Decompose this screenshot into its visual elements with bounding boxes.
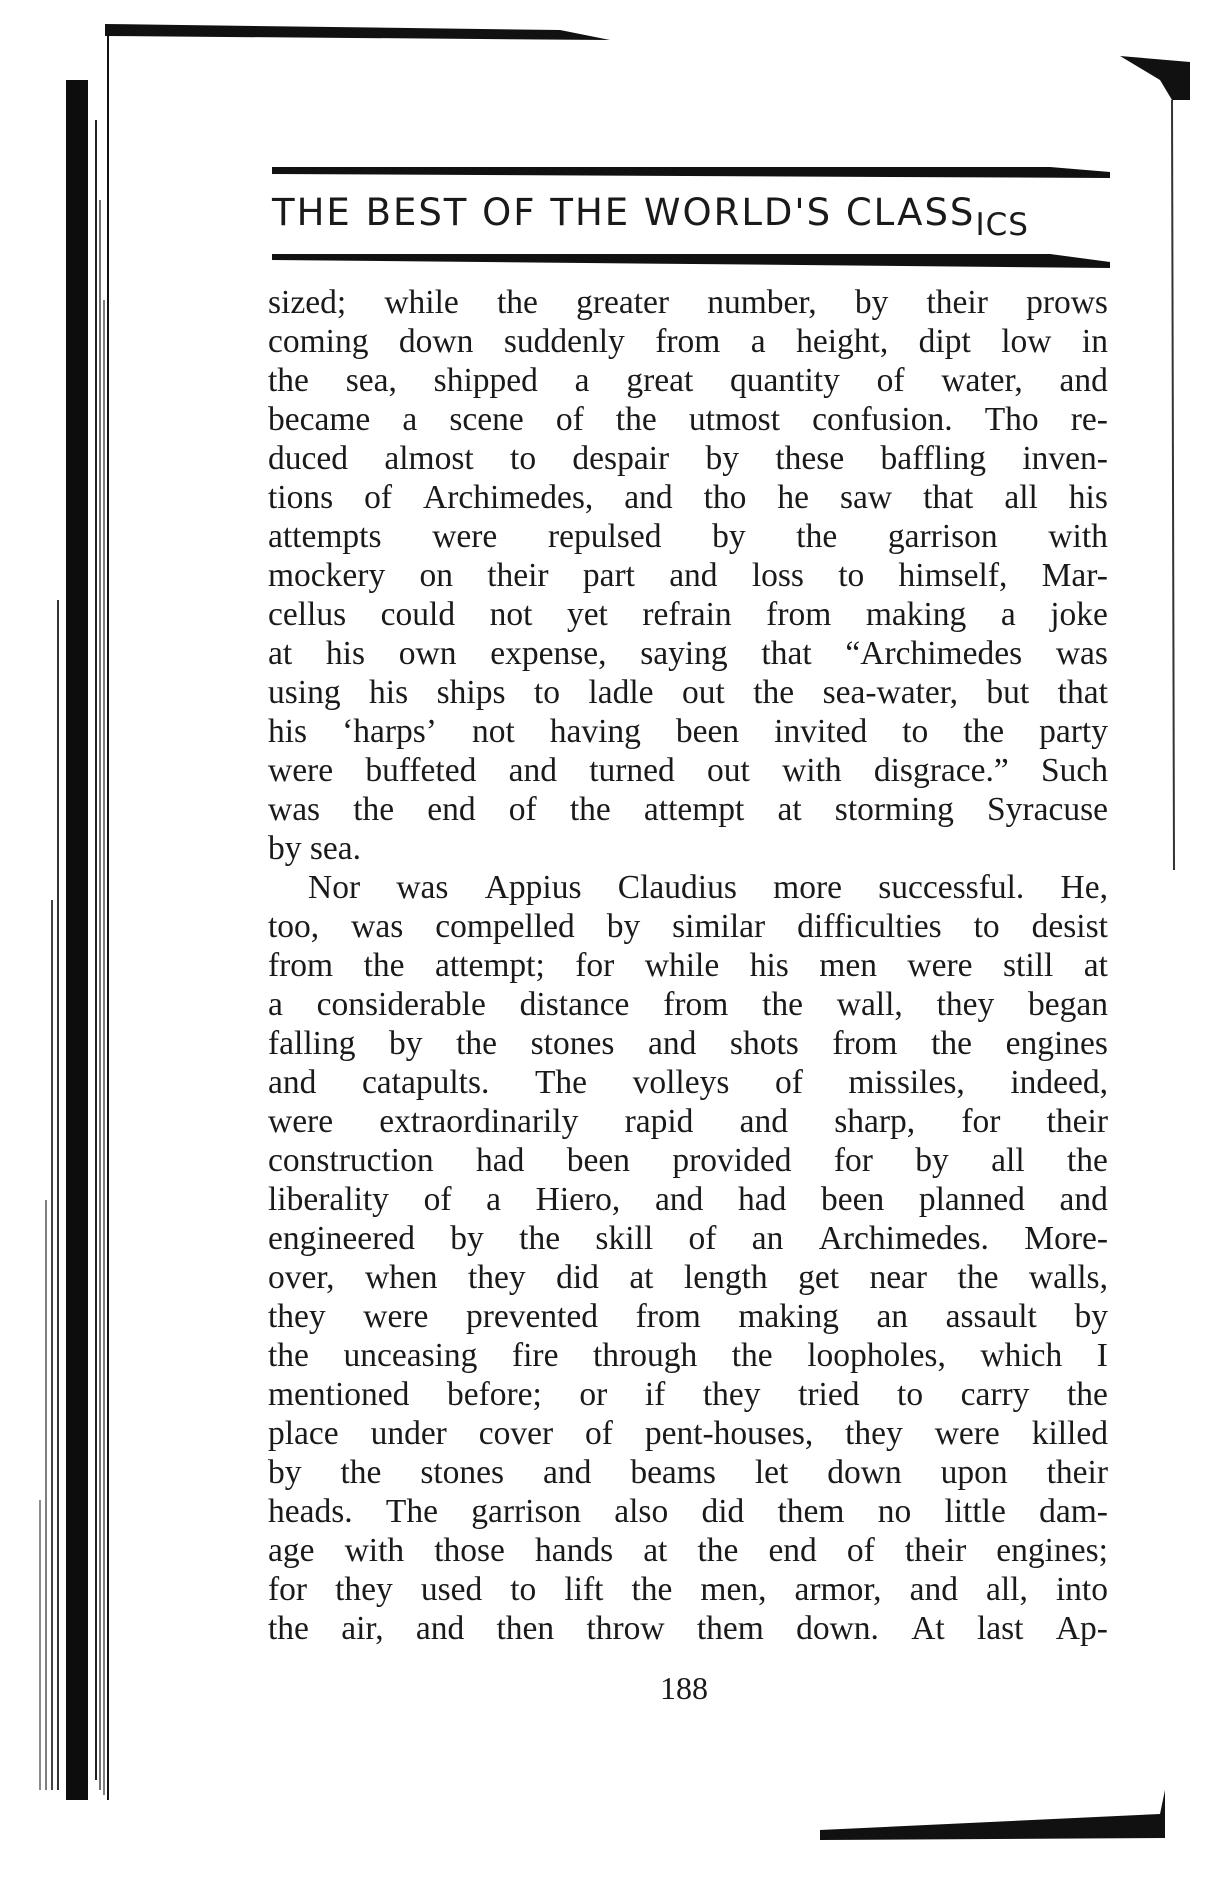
text-line: place under cover of pent-houses, they were killed — [268, 1415, 1108, 1452]
text-line: attempts were repulsed by the garrison with — [268, 518, 1108, 555]
text-line: heads. The garrison also did them no little dam- — [268, 1493, 1108, 1530]
page-number: 188 — [660, 1670, 708, 1706]
top-right-corner — [1120, 56, 1190, 100]
text-line: over, when they did at length get near the walls, — [268, 1259, 1108, 1296]
text-line: by sea. — [268, 830, 362, 867]
text-line: at his own expense, saying that “Archimedes was — [268, 635, 1108, 672]
text-line: falling by the stones and shots from the engines — [268, 1025, 1108, 1062]
text-line: were extraordinarily rapid and sharp, for their — [268, 1103, 1108, 1140]
right-page-edge — [1172, 100, 1174, 870]
text-line: they were prevented from making an assault by — [268, 1298, 1108, 1335]
text-line: the unceasing fire through the loopholes, which I — [268, 1337, 1108, 1374]
text-line: liberality of a Hiero, and had been planned and — [268, 1181, 1108, 1218]
text-line: the sea, shipped a great quantity of water, and — [268, 362, 1108, 399]
text-line: using his ships to ladle out the sea-water, but that — [268, 674, 1108, 711]
text-line: his ‘harps’ not having been invited to the party — [268, 713, 1108, 750]
text-line: engineered by the skill of an Archimedes. More- — [268, 1220, 1108, 1257]
text-line: age with those hands at the end of their engines; — [268, 1532, 1108, 1569]
running-head-main: THE BEST OF THE WORLD'S CLASS — [272, 191, 976, 234]
header-rule-bottom — [272, 254, 1110, 268]
binding-block — [66, 80, 88, 1800]
text-line: were buffeted and turned out with disgrace.” Such — [268, 752, 1108, 789]
text-line: construction had been provided for by all the — [268, 1142, 1108, 1179]
text-line: from the attempt; for while his men were still at — [268, 947, 1108, 984]
top-page-edge — [105, 24, 610, 40]
header-rule-top — [272, 167, 1110, 178]
text-line: by the stones and beams let down upon their — [268, 1454, 1108, 1491]
text-line: too, was compelled by similar difficulties to desist — [268, 908, 1108, 945]
running-head — [272, 191, 1112, 243]
text-line: became a scene of the utmost confusion. Tho re- — [268, 401, 1108, 438]
bottom-page-edge — [820, 1790, 1165, 1840]
text-line: mentioned before; or if they tried to carry the — [268, 1376, 1108, 1413]
text-line: sized; while the greater number, by their prows — [268, 284, 1108, 321]
text-line: Nor was Appius Claudius more successful. He, — [308, 869, 1108, 906]
text-line: coming down suddenly from a height, dipt low in — [268, 323, 1108, 360]
body-text — [268, 283, 1108, 1648]
text-line: and catapults. The volleys of missiles, indeed, — [268, 1064, 1108, 1101]
text-line: the air, and then throw them down. At last Ap- — [268, 1610, 1108, 1647]
text-line: a considerable distance from the wall, they began — [268, 986, 1108, 1023]
text-line: duced almost to despair by these baffling inven- — [268, 440, 1108, 477]
text-line: tions of Archimedes, and tho he saw that all his — [268, 479, 1108, 516]
text-line: for they used to lift the men, armor, and all, into — [268, 1571, 1108, 1608]
text-line: cellus could not yet refrain from making a joke — [268, 596, 1108, 633]
text-line: was the end of the attempt at storming Syracuse — [268, 791, 1108, 828]
running-head-tail: ICS — [975, 207, 1029, 243]
text-line: mockery on their part and loss to himself, Mar- — [268, 557, 1108, 594]
